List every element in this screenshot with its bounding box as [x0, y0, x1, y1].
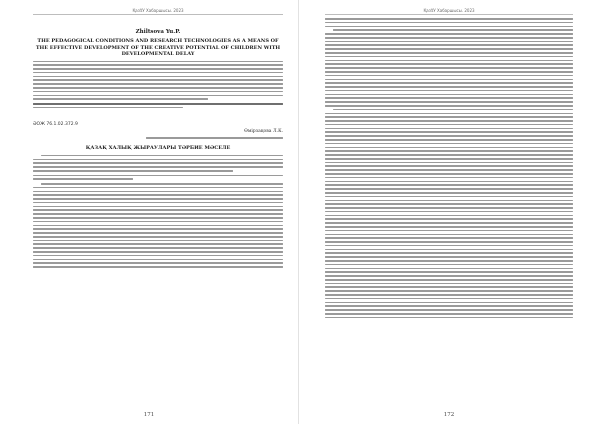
author-affiliation	[33, 137, 283, 139]
kazakh-title: ҚАЗАҚ ХАЛЫҚ ЖЫРАУЛАРЫ ТӘРБИЕ МӘСЕЛЕ	[85, 144, 231, 151]
abstract-block	[33, 61, 283, 100]
left-page	[3, 0, 295, 424]
right-running-head: ҚазҰУ Хабаршысы. 2023	[325, 8, 573, 15]
udc-code: ӘОЖ 76.1.02.372.9	[33, 122, 78, 128]
left-running-head: ҚазҰУ Хабаршысы. 2023	[33, 8, 283, 15]
keywords-kz-block	[33, 175, 283, 180]
annotation-block	[33, 155, 283, 172]
page-number: 172	[443, 412, 455, 418]
page-number: 171	[143, 412, 155, 418]
right-page	[303, 0, 595, 424]
spine	[298, 0, 299, 424]
body-text	[33, 183, 283, 268]
article-title: THE PEDAGOGICAL CONDITIONS AND RESEARCH TECHNOLOGIES AS A MEANS OF THE EFFECTIVE DEVELOPMENT OF THE CREATIVE POTENTIAL OF CHILDREN WITH DEVELOPMENTAL DELAY	[35, 38, 281, 57]
keywords-block	[33, 103, 283, 108]
author-kz: Өмірзақова Л.К.	[244, 129, 283, 135]
article-author: Zhiltsova Yu.P.	[135, 29, 181, 35]
body-text-continued	[325, 18, 573, 318]
